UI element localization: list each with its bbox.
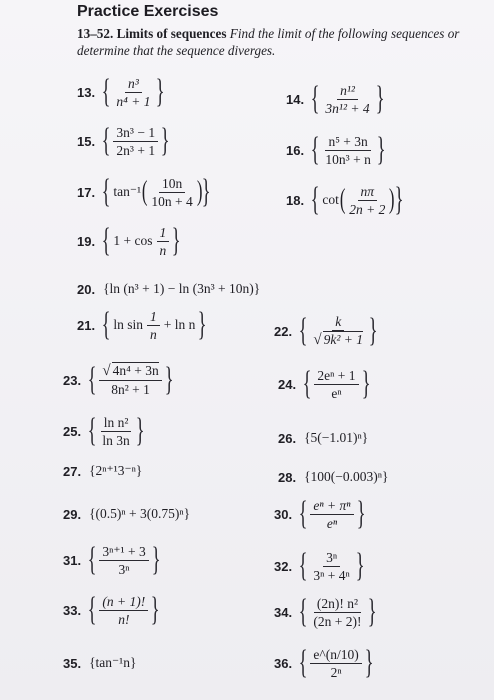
right-brace: } (361, 365, 371, 402)
numerator: 1 (157, 225, 170, 242)
fraction (310, 596, 364, 629)
exercise-number: 28. (278, 469, 297, 485)
exercise-number: 32. (274, 558, 293, 574)
denominator: 3ⁿ (118, 561, 130, 577)
denominator: 2n + 2 (349, 201, 386, 217)
exercise-number: 25. (63, 423, 82, 439)
fraction (310, 314, 366, 348)
exercise-21 (77, 308, 208, 342)
exercise-number: 21. (77, 317, 96, 333)
exercise-15 (77, 124, 170, 158)
exercise-27 (63, 463, 144, 479)
exercise-number: 31. (63, 552, 82, 568)
denominator: n (150, 326, 157, 342)
exercise-number: 16. (286, 142, 305, 158)
exercise-34 (274, 595, 377, 629)
fraction (346, 184, 388, 217)
fraction (157, 225, 170, 258)
right-brace: } (171, 222, 181, 259)
exercise-number: 19. (77, 233, 96, 249)
exercise-16 (286, 133, 386, 167)
exercise-number: 33. (63, 602, 82, 618)
numerator: k (332, 314, 344, 331)
fraction (322, 134, 373, 167)
expression: {ln (n³ + 1) − ln (3n³ + 10n)} (103, 281, 261, 296)
exercise-number: 22. (274, 323, 293, 339)
numerator: eⁿ + πⁿ (310, 498, 353, 515)
expression: {2ⁿ⁺¹3⁻ⁿ} (89, 463, 143, 478)
left-brace: { (310, 80, 320, 117)
fraction (113, 76, 153, 109)
right-brace: } (367, 593, 377, 630)
numerator: 2eⁿ + 1 (314, 368, 358, 385)
expression-prefix: 1 + cos (113, 233, 153, 248)
exercise-31 (63, 543, 161, 577)
fraction (99, 544, 148, 577)
denominator: (2n + 2)! (313, 613, 362, 629)
numerator (99, 363, 161, 381)
left-brace: { (87, 591, 97, 628)
exercise-number: 15. (77, 133, 96, 149)
exercise-number: 34. (274, 604, 293, 620)
expression-prefix: ln sin (113, 317, 144, 332)
fraction (99, 415, 132, 448)
fraction (310, 550, 352, 583)
denominator: 2ⁿ (330, 664, 342, 680)
exercise-instructions (77, 25, 494, 59)
exercise-29 (63, 506, 192, 522)
exercise-30 (274, 497, 366, 531)
left-brace: { (298, 495, 308, 532)
fraction (322, 83, 372, 116)
section-title: Practice Exercises (77, 3, 219, 20)
expression: {(0.5)ⁿ + 3(0.75)ⁿ} (89, 506, 191, 521)
exercise-number: 26. (278, 430, 297, 446)
exercise-number: 23. (63, 372, 82, 388)
exercise-24 (278, 367, 371, 401)
left-brace: { (101, 73, 111, 110)
square-root-symbol: √ (313, 332, 322, 348)
left-brace: { (87, 412, 97, 449)
left-brace: { (298, 593, 308, 630)
left-brace: { (101, 222, 111, 259)
square-root-symbol: √ (102, 363, 111, 379)
exercise-33 (63, 593, 161, 627)
left-paren: ( (141, 176, 148, 207)
numerator: 3ⁿ⁺¹ + 3 (99, 544, 148, 561)
exercise-number: 20. (77, 281, 96, 297)
exercise-32 (274, 549, 365, 583)
denominator: 10n + 4 (151, 193, 193, 209)
right-brace: } (160, 122, 170, 159)
denominator: n (159, 242, 167, 258)
right-brace: } (356, 495, 366, 532)
exercise-number: 30. (274, 506, 293, 522)
instruction-text: Find the limit of the following sequences or determine that the sequence diverges. (77, 26, 460, 58)
function-name: tan⁻¹ (113, 184, 142, 199)
exercise-range: 13–52. (77, 26, 114, 41)
left-brace: { (310, 131, 320, 168)
exercise-13 (77, 75, 166, 109)
right-brace: } (151, 541, 161, 578)
right-brace: } (198, 306, 208, 343)
left-brace: { (87, 541, 97, 578)
numerator: 1 (147, 309, 160, 326)
numerator: n⁵ + 3n (325, 134, 370, 151)
denominator: ln 3n (102, 432, 130, 448)
exercise-22 (274, 314, 378, 348)
exercise-number: 24. (278, 376, 297, 392)
right-brace: } (201, 173, 211, 210)
denominator: 10n³ + n (325, 151, 371, 167)
denominator: 2n³ + 1 (116, 142, 156, 158)
right-brace: } (375, 80, 385, 117)
exercise-number: 18. (286, 192, 305, 208)
exercise-26 (278, 430, 370, 446)
left-brace: { (302, 365, 312, 402)
exercise-36 (274, 646, 374, 680)
denominator: n! (118, 611, 130, 627)
right-brace: } (156, 73, 166, 110)
numerator: n¹² (337, 83, 358, 100)
right-brace: } (368, 312, 378, 349)
fraction (314, 368, 358, 401)
exercise-14 (286, 82, 385, 116)
expression: {5(−1.01)ⁿ} (304, 430, 369, 445)
right-paren: ) (196, 176, 203, 207)
expression: {100(−0.003)ⁿ} (304, 469, 389, 484)
fraction (148, 176, 195, 209)
fraction (99, 363, 161, 397)
exercise-17 (77, 175, 211, 209)
radicand: 9k² + 1 (323, 332, 364, 347)
denominator: n⁴ + 1 (116, 93, 151, 109)
exercise-number: 29. (63, 506, 82, 522)
exercise-number: 14. (286, 91, 305, 107)
denominator: 3n¹² + 4 (325, 100, 370, 116)
numerator: 10n (159, 176, 185, 193)
function-name: cot (322, 192, 339, 207)
left-paren: ( (339, 184, 346, 215)
expression: {tan⁻¹n} (89, 655, 137, 670)
numerator: nπ (358, 184, 378, 201)
exercise-number: 17. (77, 184, 96, 200)
left-brace: { (298, 312, 308, 349)
numerator: 3n³ − 1 (113, 125, 158, 142)
exercise-23 (63, 363, 174, 397)
fraction (113, 125, 158, 158)
exercise-25 (63, 414, 145, 448)
right-brace: } (164, 361, 174, 398)
right-brace: } (355, 547, 365, 584)
numerator: ln n² (101, 415, 132, 432)
numerator: (n + 1)! (99, 594, 148, 611)
fraction (147, 309, 160, 342)
denominator: eⁿ (331, 385, 342, 401)
radicand: 4n⁴ + 3n (112, 363, 159, 378)
numerator: 3ⁿ (323, 550, 340, 567)
fraction (310, 498, 353, 531)
exercise-35 (63, 655, 138, 671)
numerator: n³ (125, 76, 142, 93)
right-brace: } (394, 181, 404, 218)
denominator: eⁿ (326, 515, 338, 531)
left-brace: { (310, 181, 320, 218)
fraction (99, 594, 148, 627)
exercise-heading: Limits of sequences (116, 26, 227, 41)
fraction (310, 647, 361, 680)
left-brace: { (101, 306, 111, 343)
right-paren: ) (389, 184, 395, 215)
denominator: 3ⁿ + 4ⁿ (313, 567, 350, 583)
right-brace: } (135, 412, 145, 449)
denominator (310, 331, 366, 348)
right-brace: } (376, 131, 386, 168)
left-brace: { (101, 122, 111, 159)
exercise-number: 27. (63, 463, 82, 479)
exercise-number: 35. (63, 655, 82, 671)
exercise-28 (278, 469, 391, 485)
numerator: e^(n/10) (310, 647, 361, 664)
exercise-19 (77, 224, 182, 258)
left-brace: { (101, 173, 111, 210)
exercise-18 (286, 183, 404, 217)
right-brace: } (150, 591, 160, 628)
left-brace: { (298, 644, 308, 681)
right-brace: } (364, 644, 374, 681)
exercise-20 (77, 281, 262, 297)
exercise-number: 13. (77, 84, 96, 100)
expression-suffix: + ln n (163, 317, 196, 332)
left-brace: { (298, 547, 308, 584)
numerator: (2n)! n² (314, 596, 361, 613)
left-brace: { (87, 361, 97, 398)
exercise-number: 36. (274, 655, 293, 671)
denominator: 8n² + 1 (111, 382, 150, 397)
